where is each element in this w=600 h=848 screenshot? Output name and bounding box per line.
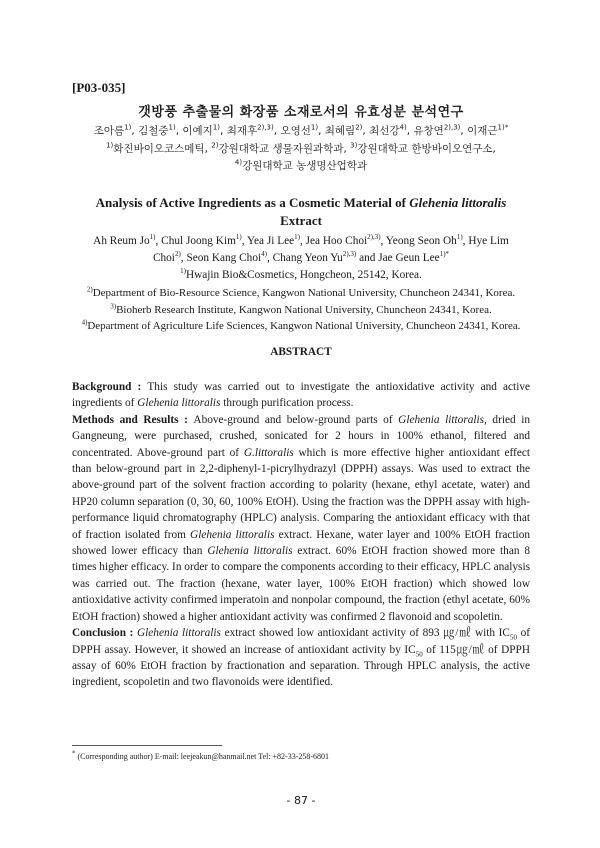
english-affiliation-1: $^{1)}$Hwajin Bio&Cosmetics, Hongcheon, 25142, Korea.: [180, 267, 422, 281]
english-authors-line-2: Choi$^{2)}$, Seon Kang Choi$^{4)}$, Chang Yeon $Yu^{2),3)}$ and Jae Geun Lee$^{1)*}$: [152, 250, 450, 264]
korean-affiliations-line-1: $^{1)}$화진바이오코스메틱, $^{2)}$강원대학교 생물자원과학과, $^{3)}$강원대학교 한방바이오연구소,: [106, 141, 496, 155]
korean-title: 갯방풍 추출물의 화장품 소재로서의 유효성분 분석연구: [138, 105, 464, 120]
abstract-code: [P03-035]: [72, 80, 126, 95]
abstract-body: [72, 379, 530, 691]
korean-affiliations-line-2: $^{4)}$강원대학교 농생명산업학과: [234, 158, 368, 172]
korean-authors: 조아름$^{1)}$, 김철중$^{1)}$, 이예지$^{1)}$, 최재후$^{2),3)}$, 오영선$^{1)}$, 최혜림$^{2)}$, 최선강$^{4)}$, 유창연$^{2),3)}$, 이재근$^{1)*}$: [93, 123, 509, 137]
footnote: * (Corresponding author) E-mail: leejeakun@hanmail.net Tel: +82-33-258-6801: [72, 749, 330, 761]
english-title: Analysis of Active Ingredients as a Cosmetic Material of Glehenia littoralis Extract: [95, 195, 507, 228]
background-paragraph: Background : This study was carried out to investigate the antioxidative activity and active ingredients of Glehenia littoralis through purification process.: [72, 381, 530, 410]
english-affiliation-3: $^{3)}$Bioherb Research Institute, Kangwon National University, Chuncheon 24341, Korea.: [110, 302, 492, 316]
paper-page: [72, 0, 530, 848]
abstract-heading: ABSTRACT: [270, 346, 332, 358]
english-authors-line-1: Ah Reum Jo$^{1)}$, Chul Joong Kim$^{1)}$, Yea Ji Lee$^{1)}$, Jea Hoo Choi$^{2),3)}$, Yeong Seon Oh$^{1)}$, Hye Lim: [93, 233, 509, 247]
conclusion-paragraph: Conclusion : Glehenia littoralis extract showed low antioxidant activity of 893 ㎍/㎖ with $IC_{50}$ of DPPH assay. However, it showed an increase of antioxidant activity by $IC_{50}$ of 115㎍/㎖ of DPPH assay of 60% EtOH fraction by fractionation and separation. Through HPLC analysis, the active ingredient, scopoletin and two flavonoids were identified.: [72, 627, 531, 689]
english-affiliation-2: $^{2)}$Department of Bio-Resource Science, Kangwon National University, Chuncheon 24341, Korea.: [86, 285, 516, 299]
english-affiliation-4: $^{4)}$Department of Agriculture Life Sciences, Kangwon National University, Chuncheon 24341, Korea.: [81, 318, 521, 332]
methods-paragraph: Methods and Results : Above-ground and below-ground parts of Glehenia littoralis, dried in Gangneung, were purchased, crushed, sonicated for 2 hours in 100% ethanol, filtered and concentrated. Above-ground part of G.littoralis which is more effective higher antioxidant effect than below-ground part in 2,2-diphenyl-1-picrylhydrazyl (DPPH) assays. Was used to extract the above-ground part of the solvent fraction according to polarity (hexane, ethyl acetate, water) and HP20 column separation (0, 30, 60, 100% EtOH). Using the fraction was the DPPH assay with high-performance liquid chromatography (HPLC) analysis. Comparing the antioxidant efficacy with that of fraction isolated from Glehenia littoralis extract. Hexane, water layer and 100% EtOH fraction showed lower efficacy than Glehenia littoralis extract. 60% EtOH fraction showed more than 8 times higher efficacy. In order to compare the components according to their efficacy, HPLC analysis was carried out. The fraction (hexane, water layer, 100% EtOH fraction) which showed low antioxidative activity confirmed imperatoin and nonpolar compound, the fraction (ethyl acetate, 60% EtOH fraction) showed a higher antioxidant activity was confirmed 2 flavonoid and scopoletin.: [72, 413, 530, 623]
footnote-rule: [72, 745, 222, 746]
page-number: - 87 -: [286, 794, 316, 807]
